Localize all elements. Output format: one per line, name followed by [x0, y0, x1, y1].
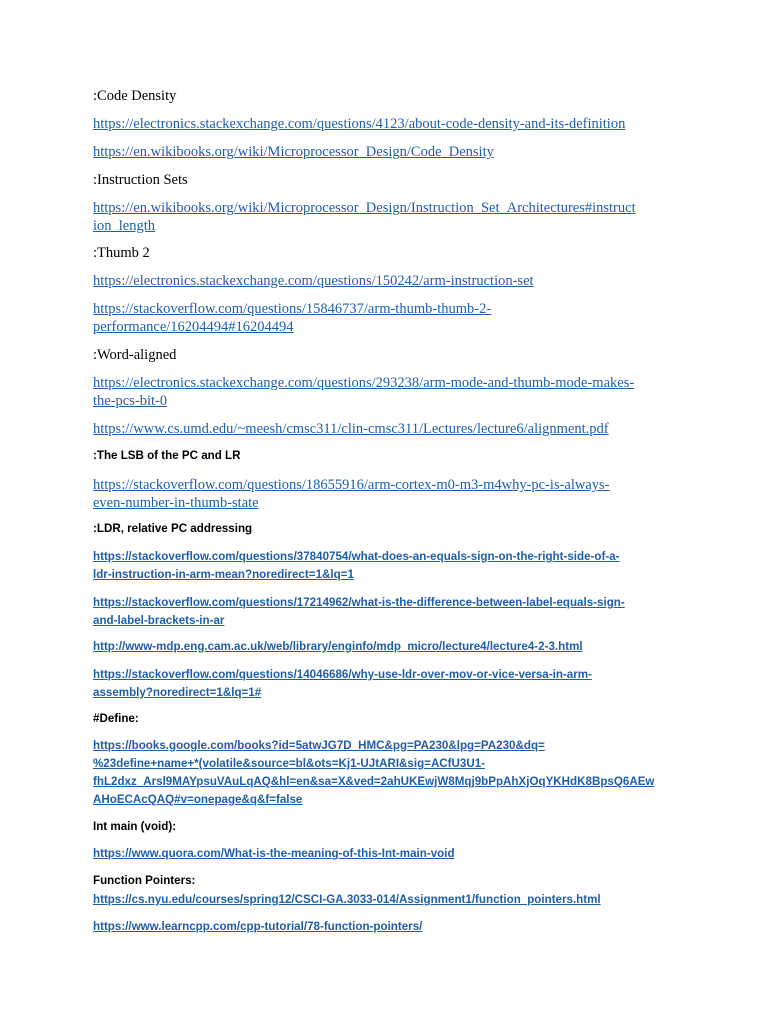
heading-code-density: :Code Density	[93, 88, 177, 104]
link-paragraph	[93, 300, 675, 336]
link-line: ion_length	[93, 218, 156, 234]
link-line: and-label-brackets-in-ar	[93, 614, 225, 627]
link-line: even-number-in-thumb-state	[93, 495, 259, 511]
link-line: https://en.wikibooks.org/wiki/Microprocessor_Design/Instruction_Set_Architectures#instruct	[93, 200, 636, 216]
link-paragraph	[93, 638, 675, 656]
link-umd-alignment-pdf[interactable]: https://www.cs.umd.edu/~meesh/cmsc311/clin-cmsc311/Lectures/lecture6/alignment.pdf	[93, 421, 609, 437]
link-ldr-over-mov[interactable]	[93, 668, 592, 699]
link-learncpp-function-pointers[interactable]: https://www.learncpp.com/cpp-tutorial/78-function-pointers/	[93, 920, 423, 933]
link-nyu-function-pointers[interactable]: https://cs.nyu.edu/courses/spring12/CSCI-GA.3033-014/Assignment1/function_pointers.html	[93, 893, 601, 906]
link-line: ldr-instruction-in-arm-mean?noredirect=1&lq=1	[93, 568, 354, 581]
link-line: https://stackoverflow.com/questions/15846737/arm-thumb-thumb-2-	[93, 301, 492, 317]
link-line: https://electronics.stackexchange.com/questions/293238/arm-mode-and-thumb-mode-makes-	[93, 375, 635, 391]
link-line: https://stackoverflow.com/questions/18655916/arm-cortex-m0-m3-m4why-pc-is-always-	[93, 477, 610, 493]
heading-define: #Define:	[93, 712, 139, 725]
link-line: %23define+name+*(volatile&source=bl&ots=Kj1-UJtARI&sig=ACfU3U1-	[93, 757, 486, 770]
link-paragraph	[93, 891, 675, 909]
link-paragraph	[93, 845, 675, 863]
link-arm-thumb-mode[interactable]	[93, 375, 634, 409]
link-paragraph	[93, 666, 675, 702]
link-line: https://stackoverflow.com/questions/37840754/what-does-an-equals-sign-on-the-right-side-of-a-	[93, 550, 620, 563]
link-line: assembly?noredirect=1&lq=1#	[93, 686, 262, 699]
link-line: fhL2dxz_Arsl9MAYpsuVAuLqAQ&hl=en&sa=X&ved=2ahUKEwjW8Mqj9bPpAhXjOqYKHdK8BpsQ6AEw	[93, 775, 655, 788]
link-arm-instruction-set[interactable]: https://electronics.stackexchange.com/questions/150242/arm-instruction-set	[93, 273, 534, 289]
heading-word-aligned: :Word-aligned	[93, 347, 177, 363]
heading-ldr-relative: :LDR, relative PC addressing	[93, 522, 253, 535]
heading-function-pointers: Function Pointers:	[93, 874, 196, 887]
link-paragraph	[93, 737, 675, 809]
link-paragraph	[93, 143, 675, 161]
heading-int-main: Int main (void):	[93, 820, 177, 833]
link-ldr-equals-sign[interactable]	[93, 550, 620, 581]
link-google-books-define[interactable]	[93, 739, 654, 806]
link-line: performance/16204494#16204494	[93, 319, 294, 335]
link-code-density-stackexchange[interactable]: https://electronics.stackexchange.com/questions/4123/about-code-density-and-its-definition	[93, 116, 626, 132]
link-pc-even-number[interactable]	[93, 477, 610, 511]
link-code-density-wikibooks[interactable]: https://en.wikibooks.org/wiki/Microprocessor_Design/Code_Density	[93, 144, 494, 160]
link-line: https://stackoverflow.com/questions/14046686/why-use-ldr-over-mov-or-vice-versa-in-arm-	[93, 668, 592, 681]
heading-thumb-2: :Thumb 2	[93, 245, 150, 261]
link-paragraph	[93, 594, 675, 630]
link-line: https://books.google.com/books?id=5atwJG7D_HMC&pg=PA230&lpg=PA230&dq=	[93, 739, 545, 752]
link-paragraph	[93, 918, 675, 936]
link-line: the-pcs-bit-0	[93, 393, 168, 409]
link-line: AHoECAcQAQ#v=onepage&q&f=false	[93, 793, 303, 806]
link-label-equals-brackets[interactable]	[93, 596, 625, 627]
link-paragraph	[93, 548, 675, 584]
link-line: https://stackoverflow.com/questions/17214962/what-is-the-difference-between-label-equals-sign-	[93, 596, 625, 609]
link-thumb-performance[interactable]	[93, 301, 491, 335]
link-paragraph	[93, 374, 675, 410]
link-paragraph	[93, 199, 675, 235]
heading-lsb-pc-lr: :The LSB of the PC and LR	[93, 449, 241, 462]
link-paragraph	[93, 420, 675, 438]
link-instruction-set-wikibooks[interactable]	[93, 200, 636, 234]
link-cam-lecture4[interactable]: http://www-mdp.eng.cam.ac.uk/web/library/enginfo/mdp_micro/lecture4/lecture4-2-3.html	[93, 640, 583, 653]
link-quora-int-main[interactable]: https://www.quora.com/What-is-the-meaning-of-this-Int-main-void	[93, 847, 455, 860]
link-paragraph	[93, 476, 675, 512]
link-paragraph	[93, 272, 675, 290]
link-paragraph	[93, 115, 675, 133]
heading-instruction-sets: :Instruction Sets	[93, 172, 188, 188]
